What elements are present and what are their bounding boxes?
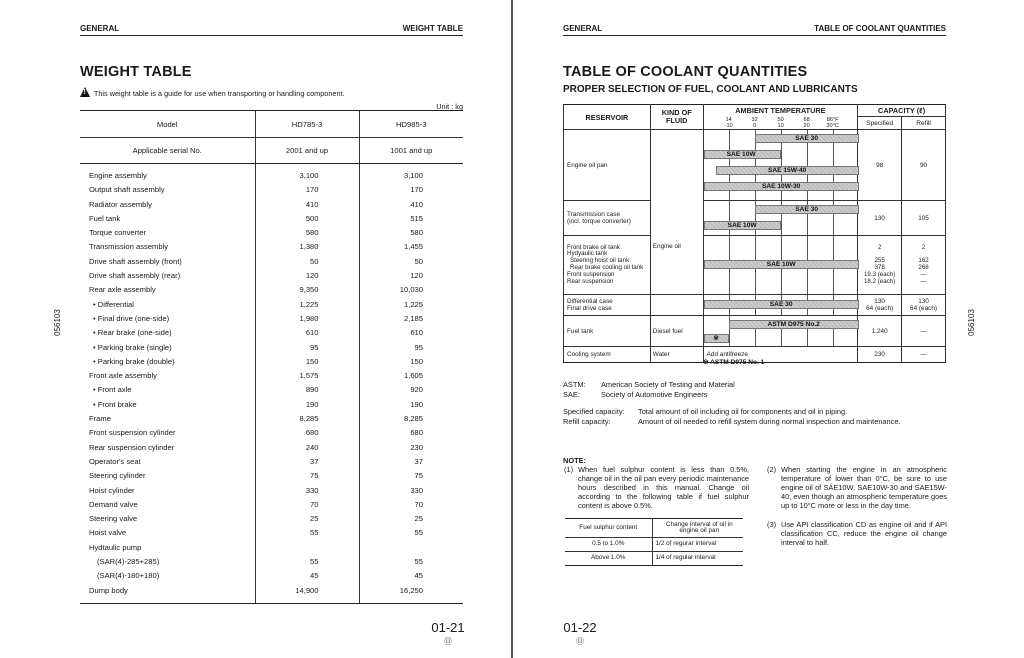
running-head-section: GENERAL — [563, 24, 603, 33]
header-hd785: HD785-3 — [255, 111, 359, 138]
row-fuel-tank — [564, 316, 946, 347]
table-row — [80, 484, 463, 498]
table-row — [80, 226, 463, 240]
specified-engine-oil-pan: 98 — [858, 130, 902, 201]
weight-hd785: 150 — [255, 355, 359, 369]
weight-hd985: 3,100 — [359, 164, 463, 184]
weight-hd785: 580 — [255, 226, 359, 240]
weight-hd985: 610 — [359, 326, 463, 340]
scale-tick-label: 86°F 30°C — [826, 116, 839, 129]
component-name: Fuel tank — [89, 213, 121, 223]
specified-transmission: 130 — [858, 201, 902, 236]
weight-hd985: 170 — [359, 183, 463, 197]
row-engine-oil-pan — [564, 130, 946, 201]
page-title-right: TABLE OF COOLANT QUANTITIES — [563, 64, 808, 80]
table-row — [80, 469, 463, 483]
serial-label: Applicable serial No. — [80, 138, 255, 164]
running-head-topic: TABLE OF COOLANT QUANTITIES — [814, 24, 946, 33]
capacity-definitions: Specified capacity: Total amount of oil including oil for components and oil in piping. Refill capacity: Amount of oil needed to refill system during normal inspection and maintenance. — [563, 407, 901, 426]
weight-hd985: 330 — [359, 484, 463, 498]
serial-hd985: 1001 and up — [359, 138, 463, 164]
weight-hd785: 890 — [255, 383, 359, 397]
running-head-section: GENERAL — [80, 24, 120, 33]
weight-hd985: 95 — [359, 341, 463, 355]
weight-hd785: 170 — [255, 183, 359, 197]
header-reservoir: RESERVOIR — [564, 105, 651, 130]
note-3: (3) Use API classification CD as engine oil and if API classification CC, reduce the engine oil change interval to half. — [767, 520, 947, 547]
component-name: Hoist valve — [89, 528, 127, 538]
component-name: Demand valve — [89, 499, 138, 509]
table-row — [80, 426, 463, 440]
weight-hd985: 75 — [359, 469, 463, 483]
page-number — [428, 620, 468, 647]
weight-hd985: 25 — [359, 512, 463, 526]
warning-text: This weight table is a guide for use when transporting or handling component. — [93, 89, 345, 98]
row-hydraulic-group — [564, 236, 946, 295]
weight-hd785: 25 — [255, 512, 359, 526]
scale-tick-label: 50 10 — [777, 116, 784, 129]
table-row — [80, 326, 463, 340]
weight-hd785: 1,380 — [255, 240, 359, 254]
bar-sae30: SAE 30 — [704, 300, 859, 309]
weight-hd785: 14,900 — [255, 584, 359, 604]
note-heading: NOTE: — [563, 456, 586, 465]
weight-hd985: 230 — [359, 441, 463, 455]
page-number-text: 01-22 — [563, 620, 597, 635]
component-name: Dump body — [80, 584, 255, 604]
kind-engine-oil: Engine oil — [650, 130, 703, 295]
component-name: Torque converter — [89, 228, 146, 238]
kind-diesel-fuel: Diesel fuel — [650, 316, 703, 347]
weight-hd785: 50 — [255, 255, 359, 269]
temp-chart-hydraulic — [703, 236, 858, 295]
note-2: (2) When starting the engine in an atmospheric temperature of lower than 0°C, be sure to use engine oil of SAE10W, SAE10W-30 and SAE15W-40, even though an atmospheric temperature goes up to 10°C more or less in the day time. — [767, 465, 947, 510]
weight-hd785: 95 — [255, 341, 359, 355]
component-name: • Differential — [93, 299, 134, 309]
specified-fuel-tank: 1,240 — [858, 316, 902, 347]
table-row — [80, 212, 463, 226]
component-name: Transmission assembly — [89, 242, 169, 252]
temperature-scale-labels — [704, 117, 858, 129]
scale-tick-label: 68 20 — [803, 116, 810, 129]
header-kind-of-fluid: KIND OF FLUID — [650, 105, 703, 130]
header-specified: Specified — [858, 117, 902, 130]
temp-chart-transmission — [703, 201, 858, 236]
weight-hd985: 190 — [359, 398, 463, 412]
component-name: Rear axle assembly — [89, 285, 156, 295]
revision-mark: ⑪ — [576, 637, 584, 646]
table-row — [80, 369, 463, 383]
running-head-right — [563, 24, 946, 36]
table-row — [80, 441, 463, 455]
revision-mark: ⑪ — [444, 637, 452, 646]
reservoir-fuel-tank: Fuel tank — [564, 316, 651, 347]
weight-hd785: 8,285 — [255, 412, 359, 426]
table-row — [80, 355, 463, 369]
table-row — [80, 312, 463, 326]
temp-chart-engine-oil-pan — [703, 130, 858, 201]
weight-hd785: 680 — [255, 426, 359, 440]
weight-hd985: 55 — [359, 555, 463, 569]
weight-hd785: 330 — [255, 484, 359, 498]
kind-water: Water — [650, 347, 703, 363]
component-name: Frame — [89, 414, 111, 424]
component-name: Front axle assembly — [89, 371, 157, 381]
table-row — [80, 569, 463, 583]
weight-hd985: 45 — [359, 569, 463, 583]
table-row — [80, 555, 463, 569]
component-name: Radiator assembly — [89, 199, 152, 209]
table-row — [80, 412, 463, 426]
weight-hd785: 1,980 — [255, 312, 359, 326]
abbreviation-definitions: ASTM: American Society of Testing and Material SAE: Society of Automotive Engineers — [563, 380, 735, 399]
refill-fuel-tank: — — [902, 316, 946, 347]
running-head — [80, 24, 463, 36]
component-name: Steering valve — [89, 514, 138, 524]
table-row — [80, 341, 463, 355]
reservoir-engine-oil-pan: Engine oil pan — [564, 130, 651, 201]
specified-differential: 130 64 (each) — [858, 295, 902, 316]
table-row — [80, 164, 463, 184]
weight-hd985: 410 — [359, 198, 463, 212]
weight-table — [80, 110, 463, 604]
weight-hd785: 55 — [255, 526, 359, 540]
table-row — [80, 269, 463, 283]
component-name: Output shaft assembly — [89, 185, 165, 195]
page-number-text: 01-21 — [431, 620, 465, 635]
specified-hydraulic-group: 2 255 378 19.3 (each) 18.2 (each) — [858, 236, 902, 295]
table-row — [80, 584, 463, 604]
table-row — [80, 198, 463, 212]
page-title: WEIGHT TABLE — [80, 64, 192, 80]
header-refill: Refill — [902, 117, 946, 130]
table-row — [80, 183, 463, 197]
side-code-right: 056103 — [966, 309, 976, 336]
serial-hd785: 2001 and up — [255, 138, 359, 164]
table-row — [80, 498, 463, 512]
warning-note — [80, 86, 345, 98]
component-name: • Parking brake (single) — [93, 342, 172, 352]
bar-sae10w: SAE 10W — [704, 221, 781, 230]
bar-sae30: SAE 30 — [755, 134, 859, 143]
weight-table-body — [80, 164, 463, 604]
bar-sae15w40: SAE 15W-40 — [716, 166, 859, 175]
component-name: • Front axle — [93, 385, 132, 395]
side-code: 056103 — [52, 309, 62, 336]
component-name: Drive shaft assembly (front) — [89, 256, 182, 266]
refill-hydraulic-group: 2 162 268 — — — [902, 236, 946, 295]
component-name: • Front brake — [93, 399, 137, 409]
row-differential — [564, 295, 946, 316]
coolant-footnote: ※ ASTM D975 No. 1 — [703, 359, 765, 366]
component-name: Front suspension cylinder — [89, 428, 176, 438]
weight-hd985: 580 — [359, 226, 463, 240]
weight-hd985: 120 — [359, 269, 463, 283]
reservoir-differential: Differential case Final drive case — [564, 295, 651, 316]
bar-astm-d975-no1: ※ — [704, 334, 729, 343]
weight-hd985: 515 — [359, 212, 463, 226]
sulphur-table: Fuel sulphur content Change interval of oil in engine oil pan 0.5 to 1.0% 1/2 of regurar interval Above 1.0% 1/4 of regular interval — [565, 518, 743, 566]
weight-hd785: 9,350 — [255, 283, 359, 297]
weight-hd785: 45 — [255, 569, 359, 583]
component-name: Engine assembly — [89, 171, 147, 180]
component-name: • Rear brake (one-side) — [93, 328, 172, 338]
weight-hd985: 70 — [359, 498, 463, 512]
weight-hd785: 37 — [255, 455, 359, 469]
table-row — [80, 541, 463, 555]
weight-hd785: 75 — [255, 469, 359, 483]
weight-hd785: 410 — [255, 198, 359, 212]
bar-astm-d975-no2: ASTM D975 No.2 — [729, 320, 859, 329]
header-ambient-temperature: AMBIENT TEMPERATURE — [703, 105, 858, 117]
component-name: Drive shaft assembly (rear) — [89, 271, 181, 281]
bar-sae30: SAE 30 — [755, 205, 859, 214]
table-row — [80, 512, 463, 526]
weight-hd985: 2,185 — [359, 312, 463, 326]
weight-hd785: 610 — [255, 326, 359, 340]
page-number-right — [560, 620, 600, 647]
weight-hd985: 1,455 — [359, 240, 463, 254]
table-row — [80, 383, 463, 397]
table-row — [80, 398, 463, 412]
coolant-table — [563, 104, 946, 363]
component-name: (SAR(4)-180+180) — [97, 571, 160, 581]
weight-hd985: 16,250 — [359, 584, 463, 604]
table-row — [80, 298, 463, 312]
table-row — [80, 455, 463, 469]
note-1: (1) When fuel sulphur content is less than 0.5%, change oil in the oil pan every periodic maintenance hours described in this manual. Change oil according to the following table if fuel sulphur content is above 0.5%. — [564, 465, 749, 510]
weight-hd985: 10,030 — [359, 283, 463, 297]
weight-hd985: 1,225 — [359, 298, 463, 312]
weight-hd785: 190 — [255, 398, 359, 412]
kind-differential — [650, 295, 703, 316]
weight-hd785: 1,225 — [255, 298, 359, 312]
running-head-topic: WEIGHT TABLE — [402, 24, 463, 33]
weight-hd985: 680 — [359, 426, 463, 440]
weight-hd785: 1,575 — [255, 369, 359, 383]
scale-tick-label: 32 0 — [751, 116, 758, 129]
component-name: • Parking brake (double) — [93, 356, 175, 366]
reservoir-hydraulic-group: Front brake oil tank Hydyaulic tank Steering hoist oil tank Rear brake cooling oil tank Front suspension Rear suspension — [564, 236, 651, 295]
weight-hd785: 240 — [255, 441, 359, 455]
component-name: • Final drive (one-side) — [93, 313, 170, 323]
warning-triangle-icon — [80, 87, 90, 97]
weight-hd985: 8,285 — [359, 412, 463, 426]
component-name: (SAR(4)-285+285) — [97, 557, 160, 567]
header-model: Model — [80, 111, 255, 138]
table-row — [80, 283, 463, 297]
sulphur-header-interval: Change interval of oil in engine oil pan — [652, 519, 743, 538]
weight-hd785: 120 — [255, 269, 359, 283]
reservoir-transmission: Transmission case (incl. torque converter) — [564, 201, 651, 236]
refill-differential: 130 64 (each) — [902, 295, 946, 316]
temperature-scale — [703, 117, 858, 130]
unit-label: Unit : kg — [436, 102, 463, 111]
temp-chart-fuel — [703, 316, 858, 347]
table-row — [80, 255, 463, 269]
table-row — [80, 526, 463, 540]
component-name: Operator's seat — [89, 456, 141, 466]
weight-hd785: 70 — [255, 498, 359, 512]
weight-hd985: 1,605 — [359, 369, 463, 383]
refill-cooling-system: — — [902, 347, 946, 363]
scale-tick-label: 14 -10 — [724, 116, 733, 129]
header-hd985: HD985-3 — [359, 111, 463, 138]
weight-hd985: 920 — [359, 383, 463, 397]
weight-hd785 — [255, 541, 359, 555]
weight-hd985: 37 — [359, 455, 463, 469]
component-name: Hydtaulic pump — [89, 542, 142, 552]
weight-hd985: 55 — [359, 526, 463, 540]
weight-hd985 — [359, 541, 463, 555]
component-name: Rear suspension cylinder — [89, 442, 175, 452]
refill-engine-oil-pan: 90 — [902, 130, 946, 201]
sulphur-header-content: Fuel sulphur content — [565, 519, 652, 538]
temp-chart-differential — [703, 295, 858, 316]
specified-cooling-system: 230 — [858, 347, 902, 363]
refill-transmission: 105 — [902, 201, 946, 236]
table-row — [80, 240, 463, 254]
bar-sae10w: SAE 10W — [704, 150, 781, 159]
bar-sae10w: SAE 10W — [704, 260, 859, 269]
component-name: Steering cylinder — [89, 471, 146, 481]
weight-hd985: 150 — [359, 355, 463, 369]
row-transmission — [564, 201, 946, 236]
weight-hd785: 3,100 — [255, 164, 359, 184]
reservoir-cooling-system: Cooling system — [564, 347, 651, 363]
page-subtitle: PROPER SELECTION OF FUEL, COOLANT AND LUBRICANTS — [563, 84, 858, 95]
temp-add-antifreeze: Add antifreeze — [703, 347, 858, 363]
weight-hd985: 50 — [359, 255, 463, 269]
weight-hd785: 500 — [255, 212, 359, 226]
weight-hd785: 55 — [255, 555, 359, 569]
component-name: Hoist cylinder — [89, 485, 135, 495]
bar-sae10w30: SAE 10W-30 — [704, 182, 859, 191]
header-capacity: CAPACITY (ℓ) — [858, 105, 946, 117]
